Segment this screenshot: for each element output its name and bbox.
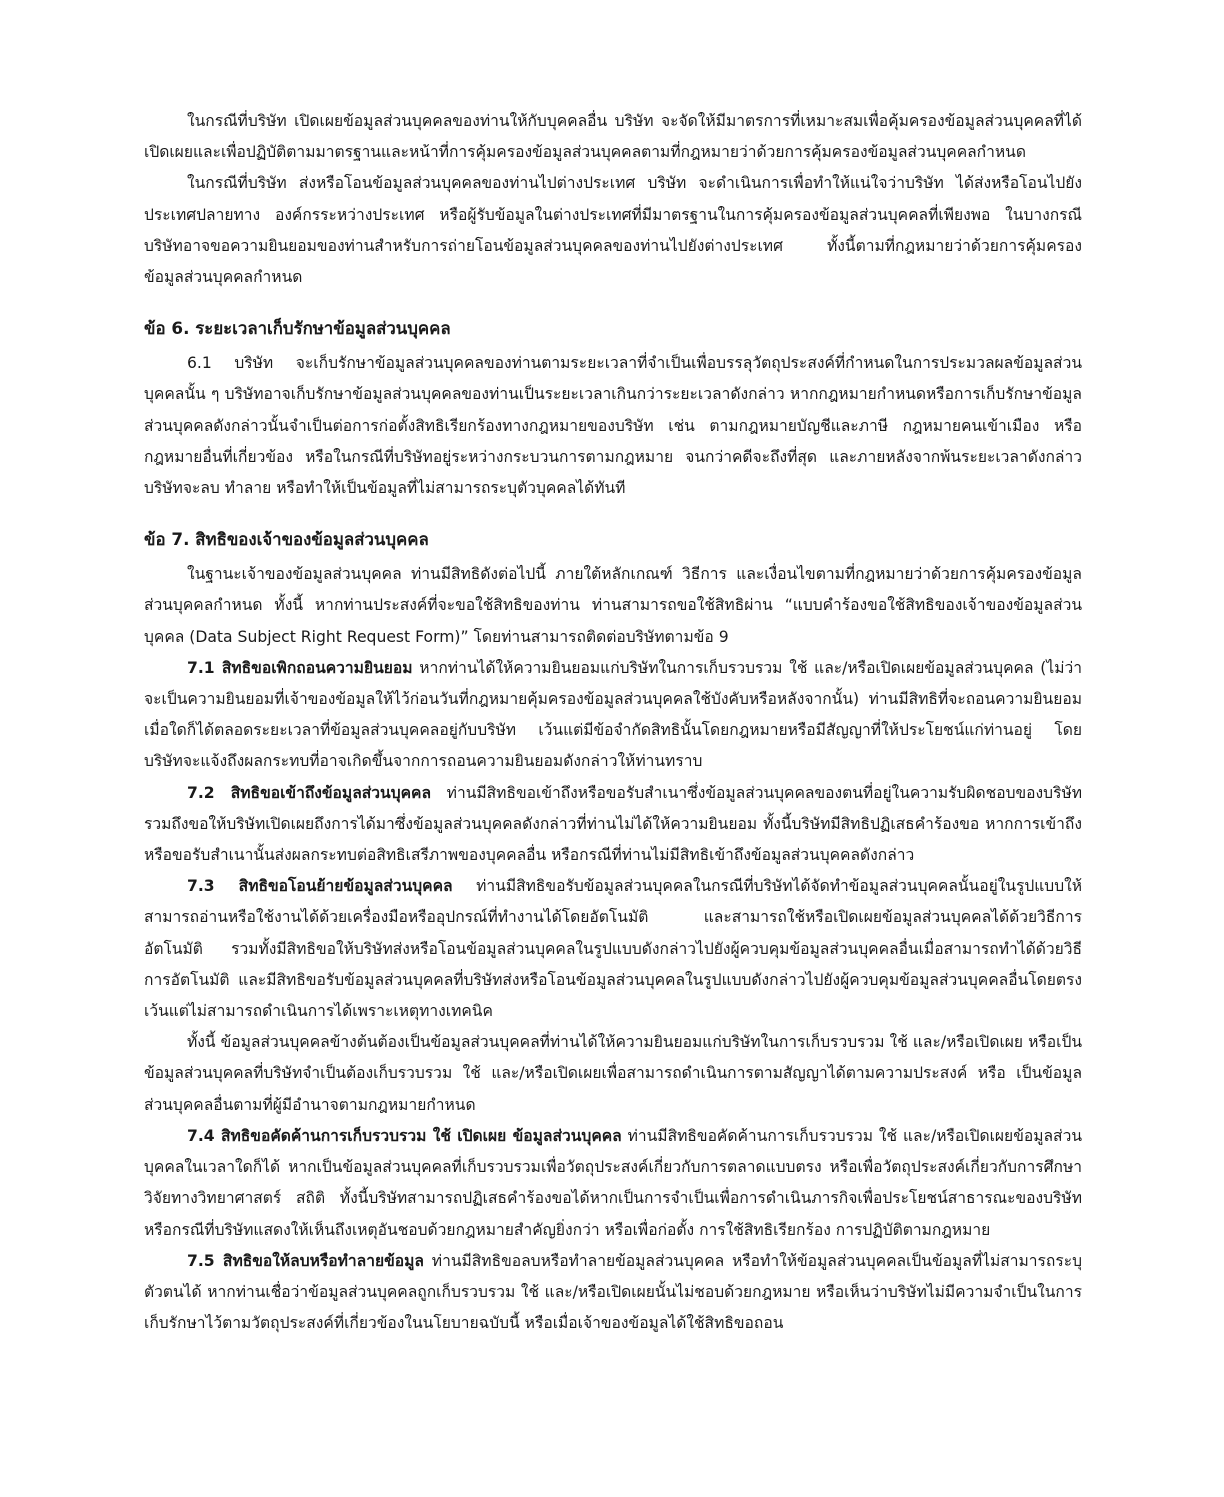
right-7-3-note: ทั้งนี้ ข้อมูลส่วนบุคคลข้างต้นต้องเป็นข้อมูลส่วนบุคคลที่ท่านได้ให้ความยินยอมแก่บริษัทในการเก็บรวบรวม ใช้ และ/หรือเปิดเผย หรือเป็นข้อมูลส่วนบุคคลที่บริษัทจำเป็นต้องเก็บรวบรวม ใช้ และ/หรือเปิดเผยเพื่อสามารถดำเนินการตามสัญญาได้ตามความประสงค์ หรือ เป็นข้อมูลส่วนบุคคลอื่นตามที่ผู้มีอำนาจตามกฎหมายกำหนด bbox=[144, 1033, 1082, 1114]
right-7-4-paragraph bbox=[144, 1121, 1082, 1246]
right-7-2-text: ท่านมีสิทธิขอเข้าถึงหรือขอรับสำเนาซึ่งข้อมูลส่วนบุคคลของตนที่อยู่ในความรับผิดชอบของบริษัทรวมถึงขอให้บริษัทเปิดเผยถึงการได้มาซึ่งข้อมูลส่วนบุคคลดังกล่าวที่ท่านไม่ได้ให้ความยินยอม ทั้งนี้บริษัทมีสิทธิปฏิเสธคำร้องขอ หากการเข้าถึงหรือขอรับสำเนานั้นส่งผลกระทบต่อสิทธิเสรีภาพของบุคคลอื่น หรือกรณีที่ท่านไม่มีสิทธิเข้าถึงข้อมูลส่วนบุคคลดังกล่าว bbox=[144, 783, 1082, 865]
right-7-4-text: ท่านมีสิทธิขอคัดค้านการเก็บรวบรวม ใช้ และ/หรือเปิดเผยข้อมูลส่วนบุคคลในเวลาใดก็ได้ หากเป็นข้อมูลส่วนบุคคลที่เก็บรวบรวมเพื่อวัตถุประสงค์เกี่ยวกับการตลาดแบบตรง หรือเพื่อวัตถุประสงค์เกี่ยวกับการศึกษาวิจัยทางวิทยาศาสตร์ สถิติ ทั้งนี้บริษัทสามารถปฏิเสธคำร้องขอได้หากเป็นการจำเป็นเพื่อการดำเนินภารกิจเพื่อประโยชน์สาธารณะของบริษัท หรือกรณีที่บริษัทแสดงให้เห็นถึงเหตุอันชอบด้วยกฎหมายสำคัญยิ่งกว่า หรือเพื่อก่อตั้ง การใช้สิทธิเรียกร้อง การปฏิบัติตามกฎหมาย bbox=[144, 1126, 1082, 1239]
right-7-5-text: ท่านมีสิทธิขอลบหรือทำลายข้อมูลส่วนบุคคล หรือทำให้ข้อมูลส่วนบุคคลเป็นข้อมูลที่ไม่สามารถระบุตัวตนได้ หากท่านเชื่อว่าข้อมูลส่วนบุคคลถูกเก็บรวบรวม ใช้ และ/หรือเปิดเผยนั้นไม่ชอบด้วยกฎหมาย หรือเห็นว่าบริษัทไม่มีความจำเป็นในการเก็บรักษาไว้ตามวัตถุประสงค์ที่เกี่ยวข้องในนโยบายฉบับนี้ หรือเมื่อเจ้าของข้อมูลได้ใช้สิทธิขอถอน bbox=[144, 1251, 1083, 1333]
paragraph-disclosure: ในกรณีที่บริษัท เปิดเผยข้อมูลส่วนบุคคลของท่านให้กับบุคคลอื่น บริษัท จะจัดให้มีมาตรการที่เหมาะสมเพื่อคุ้มครองข้อมูลส่วนบุคคลที่ได้เปิดเผยและเพื่อปฏิบัติตามมาตรฐานและหน้าที่การคุ้มครองข้อมูลส่วนบุคคลตามที่กฎหมายว่าด้วยการคุ้มครองข้อมูลส่วนบุคคลกำหนด bbox=[144, 112, 1082, 162]
section-7-heading: ข้อ 7. สิทธิของเจ้าของข้อมูลส่วนบุคคล bbox=[144, 529, 429, 550]
right-7-4-title: 7.4 สิทธิขอคัดค้านการเก็บรวบรวม ใช้ เปิดเผย ข้อมูลส่วนบุคคล bbox=[187, 1126, 622, 1145]
right-7-5-title: 7.5 สิทธิขอให้ลบหรือทำลายข้อมูล bbox=[187, 1251, 424, 1270]
section-7-intro: ในฐานะเจ้าของข้อมูลส่วนบุคคล ท่านมีสิทธิดังต่อไปนี้ ภายใต้หลักเกณฑ์ วิธีการ และเงื่อนไขตามที่กฎหมายว่าด้วยการคุ้มครองข้อมูลส่วนบุคคลกำหนด ทั้งนี้ หากท่านประสงค์ที่จะขอใช้สิทธิของท่าน ท่านสามารถขอใช้สิทธิผ่าน “แบบคำร้องขอใช้สิทธิของเจ้าของข้อมูลส่วนบุคคล (Data Subject Right Request Form)” โดยท่านสามารถติดต่อบริษัทตามข้อ 9 bbox=[144, 565, 1082, 646]
right-7-3-paragraph bbox=[144, 871, 1082, 1027]
section-6-paragraph: 6.1 บริษัท จะเก็บรักษาข้อมูลส่วนบุคคลของท่านตามระยะเวลาที่จำเป็นเพื่อบรรลุวัตถุประสงค์ที่กำหนดในการประมวลผลข้อมูลส่วนบุคคลนั้น ๆ บริษัทอาจเก็บรักษาข้อมูลส่วนบุคคลของท่านเป็นระยะเวลาเกินกว่าระยะเวลาดังกล่าว หากกฎหมายกำหนดหรือการเก็บรักษาข้อมูลส่วนบุคคลดังกล่าวนั้นจำเป็นต่อการก่อตั้งสิทธิเรียกร้องทางกฎหมายของบริษัท เช่น ตามกฎหมายบัญชีและภาษี กฎหมายคนเข้าเมือง หรือกฎหมายอื่นที่เกี่ยวข้อง หรือในกรณีที่บริษัทอยู่ระหว่างกระบวนการตามกฎหมาย จนกว่าคดีจะถึงที่สุด และภายหลังจากพ้นระยะเวลาดังกล่าว บริษัทจะลบ ทำลาย หรือทำให้เป็นข้อมูลที่ไม่สามารถระบุตัวบุคคลได้ทันที bbox=[144, 354, 1082, 498]
right-7-2-paragraph bbox=[144, 778, 1082, 872]
right-7-3-text: ท่านมีสิทธิขอรับข้อมูลส่วนบุคคลในกรณีที่บริษัทได้จัดทำข้อมูลส่วนบุคคลนั้นอยู่ในรูปแบบให้สามารถอ่านหรือใช้งานได้ด้วยเครื่องมือหรืออุปกรณ์ที่ทำงานได้โดยอัตโนมัติ และสามารถใช้หรือเปิดเผยข้อมูลส่วนบุคคลได้ด้วยวิธีการอัตโนมัติ รวมทั้งมีสิทธิขอให้บริษัทส่งหรือโอนข้อมูลส่วนบุคคลในรูปแบบดังกล่าวไปยังผู้ควบคุมข้อมูลส่วนบุคคลอื่นเมื่อสามารถทำได้ด้วยวิธีการอัตโนมัติ และมีสิทธิขอรับข้อมูลส่วนบุคคลที่บริษัทส่งหรือโอนข้อมูลส่วนบุคคลในรูปแบบดังกล่าวไปยังผู้ควบคุมข้อมูลส่วนบุคคลอื่นโดยตรง เว้นแต่ไม่สามารถดำเนินการได้เพราะเหตุทางเทคนิค bbox=[144, 877, 1082, 1021]
right-7-1-title: 7.1 สิทธิขอเพิกถอนความยินยอม bbox=[187, 658, 413, 677]
paragraph-transfer-abroad: ในกรณีที่บริษัท ส่งหรือโอนข้อมูลส่วนบุคคลของท่านไปต่างประเทศ บริษัท จะดำเนินการเพื่อทำให้แน่ใจว่าบริษัท ได้ส่งหรือโอนไปยังประเทศปลายทาง องค์กรระหว่างประเทศ หรือผู้รับข้อมูลในต่างประเทศที่มีมาตรฐานในการคุ้มครองข้อมูลส่วนบุคคลที่เพียงพอ ในบางกรณี บริษัทอาจขอความยินยอมของท่านสำหรับการถ่ายโอนข้อมูลส่วนบุคคลของท่านไปยังต่างประเทศ ทั้งนี้ตามที่กฎหมายว่าด้วยการคุ้มครองข้อมูลส่วนบุคคลกำหนด bbox=[144, 174, 1082, 287]
right-7-2-title: 7.2 สิทธิขอเข้าถึงข้อมูลส่วนบุคคล bbox=[187, 783, 432, 802]
right-7-1-paragraph bbox=[144, 653, 1082, 778]
right-7-5-paragraph bbox=[144, 1246, 1082, 1340]
right-7-1-text: หากท่านได้ให้ความยินยอมแก่บริษัทในการเก็บรวบรวม ใช้ และ/หรือเปิดเผยข้อมูลส่วนบุคคล (ไม่ว่าจะเป็นความยินยอมที่เจ้าของข้อมูลให้ไว้ก่อนวันที่กฎหมายคุ้มครองข้อมูลส่วนบุคคลใช้บังคับหรือหลังจากนั้น) ท่านมีสิทธิที่จะถอนความยินยอมเมื่อใดก็ได้ตลอดระยะเวลาที่ข้อมูลส่วนบุคคลอยู่กับบริษัท เว้นแต่มีข้อจำกัดสิทธินั้นโดยกฎหมายหรือมีสัญญาที่ให้ประโยชน์แก่ท่านอยู่ โดยบริษัทจะแจ้งถึงผลกระทบที่อาจเกิดขึ้นจากการถอนความยินยอมดังกล่าวให้ท่านทราบ bbox=[144, 658, 1082, 771]
section-6-heading: ข้อ 6. ระยะเวลาเก็บรักษาข้อมูลส่วนบุคคล bbox=[144, 318, 451, 339]
right-7-3-title: 7.3 สิทธิขอโอนย้ายข้อมูลส่วนบุคคล bbox=[187, 877, 453, 896]
